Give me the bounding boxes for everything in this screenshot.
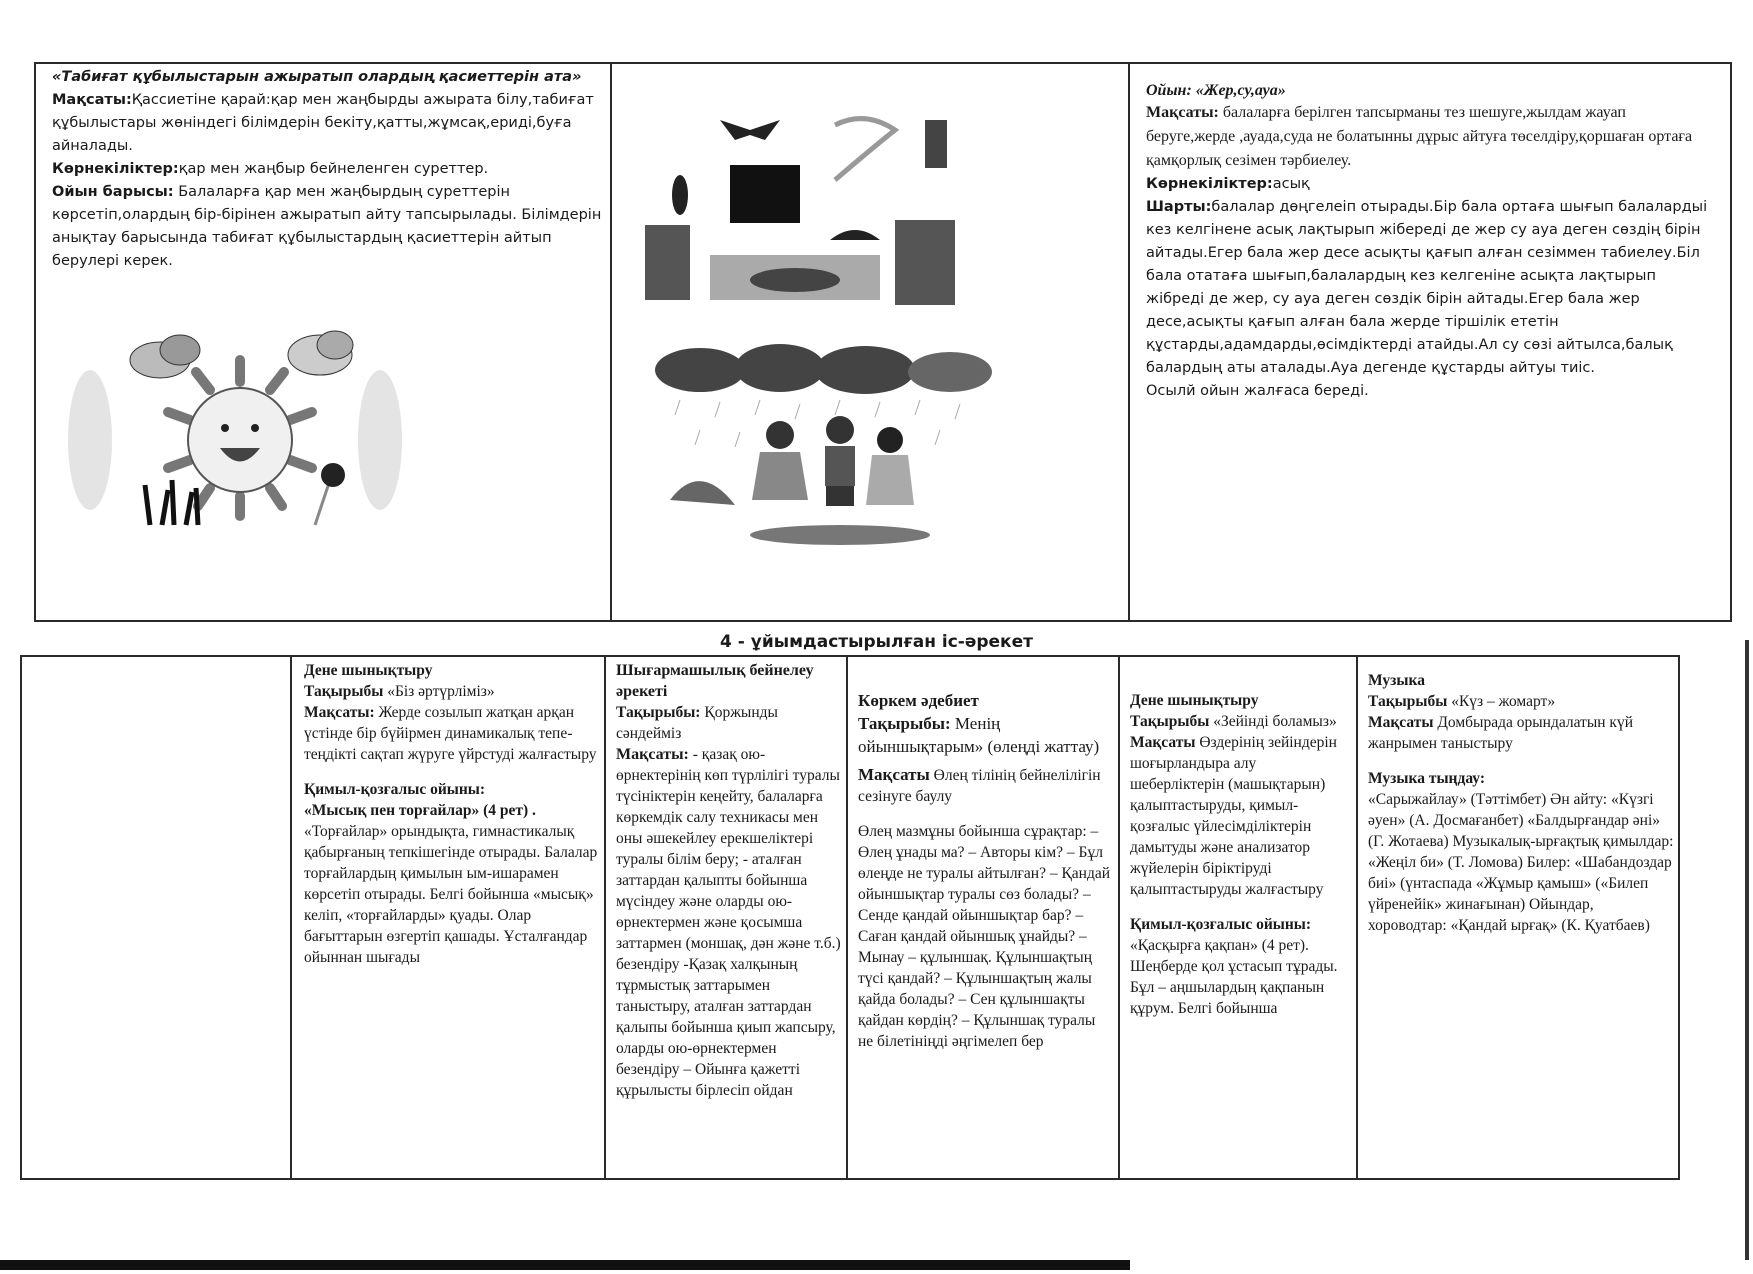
activity-heading: Дене шынықтыру [304,662,433,679]
cloud-right-icon [288,331,353,375]
game-description-nature [52,66,602,273]
trees-icon [645,225,690,300]
cloud-left-icon [130,335,200,378]
movement-game-line: «Мысық пен торғайлар» (4 рет) . «Торғайлар» орындықта, гимнастикалық қабырғаның тепкішегінде отырады. Балалар торғайлардың қимылын ым-ишарамен көрсетіп отырады. Белгі бойынша «мысық» келіп, «торғайларды» қуады. Олар бағыттарын өзгертіп қашады. Ұсталғандар ойыннан шығады [304,802,598,966]
goal-line: Мақсаты:Қассиетіне қарай:қар мен жаңбырды ажырата білу,табиғат құбылыстары жөніндегі білімдерін бекіту,қатты,жұмсақ,ериді,буға айналады. [52,92,594,154]
children-rain-illustration [640,340,1010,550]
visual-aids-line: Көрнекіліктер:қар мен жаңбыр бейнеленген суреттер. [52,161,489,177]
topic-line: Тақырыбы «Зейінді боламыз» [1130,713,1337,730]
activity-heading: Дене шынықтыру [1130,692,1259,709]
game-progress-line: Ойын барысы: Балаларға қар мен жаңбырдың суреттерін көрсетіп,олардың бір-бірінен ажыратып айту тапсырылады. Білімдерін анықтау барысында табиғат құбылыстардың қасиеттерін айтып берулері керек. [52,184,602,269]
goal-line: Мақсаты Өлең тілінің бейнелілігін сезінуге баулу [858,765,1101,805]
topic-line: Тақырыбы: Қоржынды сәндейміз [616,704,778,742]
feather-icon [835,119,895,180]
topic-line: Тақырыбы «Біз әртүрліміз» [304,683,495,700]
rules-line: Шарты:балалар дөңгелеіп отырады.Бір бала ортаға шығып балалардыі кез келгінене асық лақтырып жібереді де жер су ауа деген сөздің бірін айтады.Егер бала жер десе асықты қағып алған сезіммен табиелеу.Біл бала отатаға шығып,балалардың кез келгеніне асықта лақтырып жібреді де жер, су ауа деген сөздік бірін айтады.Егер бала жер десе,асықты қағып алған бала жерде тіршілік ететін құстарды,адамдарды,өсімдіктерді атайды.Ал су сөзі айтылса,балық балардың аты аталады.Ауа дегенде құстарды айтуы тиіс. [1146,199,1708,376]
sun-illustration [50,320,410,540]
activity-heading: Музыка [1368,672,1425,689]
visual-aids-line: Көрнекіліктер:асық [1146,176,1310,192]
movement-game-line: Қимыл-қозғалыс ойыны: «Қасқырға қақпан» (4 рет). Шеңберде қол ұстасып тұрады. Бұл – аңшылардың қақпанын құрум. Белгі бойынша [1130,916,1338,1017]
scan-bottom-bar [0,1260,1130,1270]
plant-icon [925,120,947,168]
bird-icon [672,175,688,215]
activity-heading: Көркем әдебиет [858,691,979,710]
goal-line: Мақсаты: Жерде созылып жатқан арқан үстінде бір бүйірмен динамикалық тепе- теңдікті сақтап жүруге үйрстуді жалғастыру [304,704,597,763]
activity-physical-education-1 [304,660,599,968]
grass-icon [145,480,198,525]
goal-line: Мақсаты Өздерінің зейіндерін шоғырландыра алу шеберліктерін (машықтарын) қалыптастыруды, қимыл-қозғалыс үйлесімділіктерін дамытуды және анализатор жүйелерін біріктіруді қалыптастыруды жалғастыру [1130,734,1337,898]
tree-icon [895,220,955,305]
col-divider-0 [290,655,292,1180]
section-title: 4 - ұйымдастырылған іс-әрекет [720,632,1033,652]
activity-literature [858,690,1113,1052]
activity-creative-art [616,660,841,1101]
night-moon-icon [730,165,800,223]
scan-edge [1745,640,1749,1260]
col-divider-1 [604,655,606,1180]
topic-line: Тақырыбы «Күз – жомарт» [1368,693,1556,710]
puddle-icon [750,525,930,545]
rain-clouds-icon [655,344,992,394]
topic-line: Тақырыбы: Менің ойыншықтарым» (өлеңді жаттау) [858,714,1100,756]
activity-physical-education-2 [1130,690,1352,1019]
game-description-earth-water-air [1146,80,1711,403]
questions-line: Өлең мазмұны бойынша сұрақтар: – Өлең ұнады ма? – Авторы кім? – Бұл өлеңде не туралы айтылған? – Қандай ойыншықтар туралы сөз болады? – Сенде қандай ойыншықтар бар? – Саған қандай ойыншық ұнайды? – Мынау – құлыншақ. Құлыншақтың түсі қандай? – Құлыншақтың жалы қайда болады? – Сен құлыншақты қайдан көрдің? – Құлыншақ туралы не білетініңді әңгімелеп бер [858,823,1111,1050]
hedgehog-icon [830,230,880,240]
music-program-line: «Сарыжайлау» (Тәттімбет) Ән айту: «Күзгі әуен» (А. Досмағанбет) «Балдырғандар әні» (Г. Жотаева) Музыкалық-ырғақтық қимылдар: «Жеңіл би» (Т. Ломова) Билер: «Шабандоздар биі» (үнтаспада «Жұмыр қамыш» («Билеп үйренейік» жинағынан) Ойындар, хороводтар: «Қандай ырғақ» (К. Қуатбаев) [1368,791,1674,934]
movement-game-label: Қимыл-қозғалыс ойыны: [304,781,486,798]
goal-line: Мақсаты: балаларға берілген тапсырманы тез шешуге,жылдам жауап беруге,жерде ,ауада,суда не болатынны дұрыс айтуға төселдіру,қоршаған ортаға қамқорлық сезімен тәрбиелеу. [1146,104,1693,169]
game-title: Ойын: «Жер,су,ауа» [1146,82,1286,99]
game-title: «Табиғат құбылыстарын ажыратып олардың қасиеттерін ата» [52,69,582,85]
goal-line: Мақсаты Домбырада орындалатын күй жанрымен таныстыру [1368,714,1633,752]
col-divider-3 [1118,655,1120,1180]
music-listening-label: Музыка тыңдау: [1368,770,1485,787]
top-table-divider-1 [610,62,612,622]
children-icon [752,416,914,506]
top-table-divider-2 [1128,62,1130,622]
col-divider-2 [846,655,848,1180]
butterfly-icon [720,120,780,140]
nature-collage-illustration [640,90,960,305]
umbrella-icon [670,481,735,505]
goal-line: Мақсаты: - қазақ ою-өрнектерінің көп түрлілігі туралы түсініктерін кеңейту, балаларға көркемдік салу техникасы мен оны әшекейлеу ерекшеліктері туралы білім беру; - аталған заттардан қалыпты бойынша мүсіндеу және оларды ою-өрнектермен және қосымша заттармен (моншақ, дән және т.б.) безендіру -Қазақ халқының тұрмыстық заттарымен таныстыру, аталған заттардан қалыпы бойынша қиып жапсыру, оларды ою-өрнектермен безендіру – Ойынға қажетті құрылысты бірлесіп ойдан [616,746,841,1099]
flower-icon [315,463,345,525]
activity-heading: Шығармашылық бейнелеу әрекеті [616,662,814,700]
closing-line: Осылй ойын жалғаса береді. [1146,383,1369,399]
activity-music [1368,670,1674,936]
col-divider-4 [1356,655,1358,1180]
